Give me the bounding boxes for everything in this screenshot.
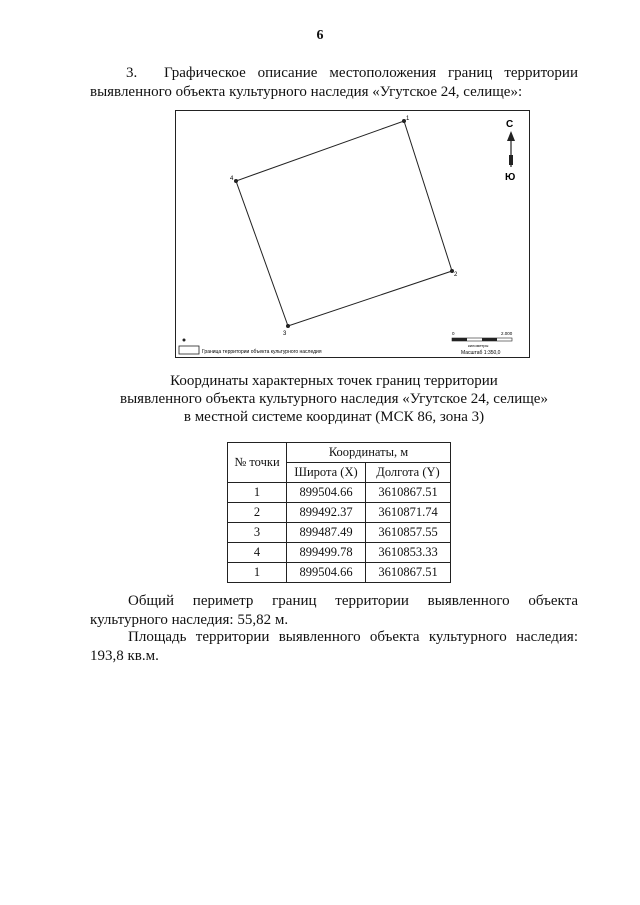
cell-y: 3610867.51 bbox=[366, 483, 451, 503]
cell-y: 3610871.74 bbox=[366, 503, 451, 523]
section-number: 3. bbox=[126, 65, 138, 81]
area-line-1: Площадь территории выявленного объекта культурного наследия: bbox=[128, 629, 578, 645]
table-caption bbox=[60, 372, 608, 426]
boundary-point-3 bbox=[286, 324, 290, 328]
cell-x: 899504.66 bbox=[287, 483, 366, 503]
table-row bbox=[228, 483, 451, 503]
map-canvas bbox=[176, 111, 529, 357]
north-label: С bbox=[506, 119, 514, 130]
cell-y: 3610853.33 bbox=[366, 543, 451, 563]
cell-x: 899492.37 bbox=[287, 503, 366, 523]
section-heading bbox=[90, 64, 578, 102]
cell-point: 1 bbox=[228, 563, 287, 583]
cell-point: 3 bbox=[228, 523, 287, 543]
legend-marker-icon bbox=[183, 339, 186, 342]
perimeter-line-1: Общий периметр границ территории выявленного объекта bbox=[128, 593, 578, 609]
cell-x: 899487.49 bbox=[287, 523, 366, 543]
legend-swatch bbox=[179, 346, 199, 354]
north-arrow-icon bbox=[507, 131, 515, 167]
caption-line-1: Координаты характерных точек границ территории bbox=[170, 373, 498, 389]
scale-text: Масштаб 1:350,0 bbox=[461, 350, 501, 356]
table-row bbox=[228, 523, 451, 543]
cell-y: 3610867.51 bbox=[366, 563, 451, 583]
point-label-2: 2 bbox=[454, 272, 458, 278]
page-number: 6 bbox=[316, 28, 324, 43]
scale-units: километры bbox=[468, 343, 489, 348]
table-row bbox=[228, 563, 451, 583]
cell-x: 899499.78 bbox=[287, 543, 366, 563]
boundary-map bbox=[175, 110, 530, 358]
header-x: Широта (X) bbox=[287, 463, 366, 483]
caption-line-2: выявленного объекта культурного наследия «Угутское 24, селище» bbox=[120, 391, 548, 407]
legend-text: Граница территории объекта культурного наследия bbox=[202, 349, 322, 355]
cell-y: 3610857.55 bbox=[366, 523, 451, 543]
point-label-3: 3 bbox=[283, 331, 287, 337]
point-label-4: 4 bbox=[230, 176, 234, 182]
cell-point: 1 bbox=[228, 483, 287, 503]
scale-zero: 0 bbox=[452, 331, 455, 336]
heading-line-1: Графическое описание местоположения границ территории bbox=[164, 65, 578, 81]
scale-bar bbox=[452, 338, 512, 341]
heading-line-2: выявленного объекта культурного наследия «Угутское 24, селище»: bbox=[90, 84, 523, 100]
header-y: Долгота (Y) bbox=[366, 463, 451, 483]
point-label-1: 1 bbox=[406, 116, 410, 122]
table-header-row bbox=[228, 443, 451, 463]
caption-line-3: в местной системе координат (МСК 86, зона 3) bbox=[183, 409, 485, 425]
coordinates-table bbox=[227, 442, 451, 583]
boundary-point-4 bbox=[234, 179, 238, 183]
header-coords: Координаты, м bbox=[287, 443, 451, 463]
perimeter-paragraph bbox=[90, 592, 578, 630]
perimeter-line-2: культурного наследия: 55,82 м. bbox=[90, 612, 289, 628]
cell-point: 2 bbox=[228, 503, 287, 523]
area-line-2: 193,8 кв.м. bbox=[90, 648, 159, 664]
cell-point: 4 bbox=[228, 543, 287, 563]
boundary-polygon bbox=[236, 121, 452, 326]
table-row bbox=[228, 503, 451, 523]
table-row bbox=[228, 543, 451, 563]
cell-x: 899504.66 bbox=[287, 563, 366, 583]
area-paragraph bbox=[90, 628, 578, 666]
south-label: Ю bbox=[505, 172, 516, 183]
scale-max: 2.000 bbox=[501, 331, 513, 336]
header-point: № точки bbox=[228, 443, 287, 483]
